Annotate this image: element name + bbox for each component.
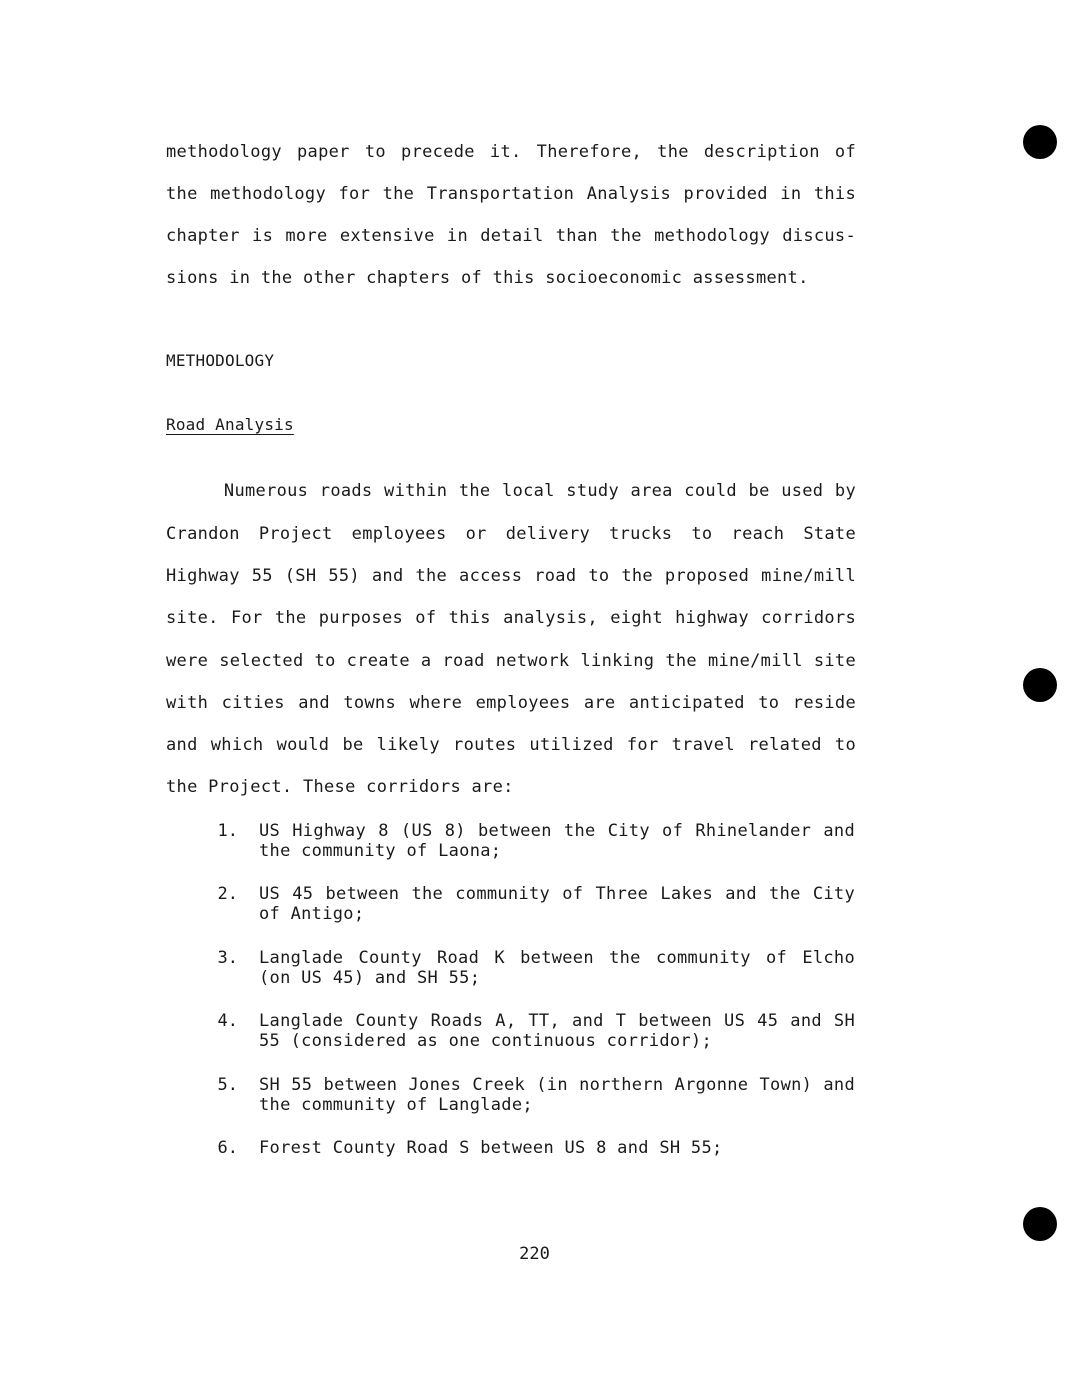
punch-hole-icon (1023, 125, 1057, 159)
list-item-text: SH 55 between Jones Creek (in northern Argonne Town) and (259, 1075, 855, 1095)
list-item-text: the community of Laona; (259, 841, 502, 861)
list-item-text: of Antigo; (259, 904, 365, 924)
body-line: Numerous roads within the local study area could be used by (166, 481, 856, 501)
body-line: and which would be likely routes utilized for travel related to (166, 735, 856, 755)
list-item-text: Langlade County Roads A, TT, and T between US 45 and SH (259, 1011, 855, 1031)
subsection-heading: Road Analysis (166, 415, 294, 434)
list-item-text: (on US 45) and SH 55; (259, 968, 481, 988)
list-item-number: 5. (217, 1075, 238, 1095)
list-item-text: 55 (considered as one continuous corridor); (259, 1031, 712, 1051)
body-line: were selected to create a road network linking the mine/mill site (166, 651, 856, 671)
page-number: 220 (519, 1244, 550, 1264)
list-item-text: Forest County Road S between US 8 and SH 55; (259, 1138, 723, 1158)
section-heading: METHODOLOGY (166, 351, 275, 370)
list-item-text: US Highway 8 (US 8) between the City of Rhinelander and (259, 821, 855, 841)
punch-hole-icon (1023, 668, 1057, 702)
intro-line: chapter is more extensive in detail than the methodology discus- (166, 226, 856, 246)
list-item-number: 4. (217, 1011, 238, 1031)
list-item-number: 3. (217, 948, 238, 968)
intro-line: sions in the other chapters of this socioeconomic assessment. (166, 268, 809, 288)
body-line: site. For the purposes of this analysis, eight highway corridors (166, 608, 856, 628)
punch-hole-icon (1023, 1207, 1057, 1241)
list-item-number: 1. (217, 821, 238, 841)
body-line: Crandon Project employees or delivery trucks to reach State (166, 524, 856, 544)
body-line: with cities and towns where employees are anticipated to reside (166, 693, 856, 713)
intro-line: the methodology for the Transportation Analysis provided in this (166, 184, 856, 204)
intro-line: methodology paper to precede it. Therefore, the description of (166, 142, 856, 162)
list-item-text: US 45 between the community of Three Lakes and the City (259, 884, 855, 904)
body-line: the Project. These corridors are: (166, 777, 514, 797)
list-item-text: the community of Langlade; (259, 1095, 533, 1115)
list-item-number: 6. (217, 1138, 238, 1158)
list-item-number: 2. (217, 884, 238, 904)
list-item-text: Langlade County Road K between the community of Elcho (259, 948, 855, 968)
body-line: Highway 55 (SH 55) and the access road to the proposed mine/mill (166, 566, 856, 586)
